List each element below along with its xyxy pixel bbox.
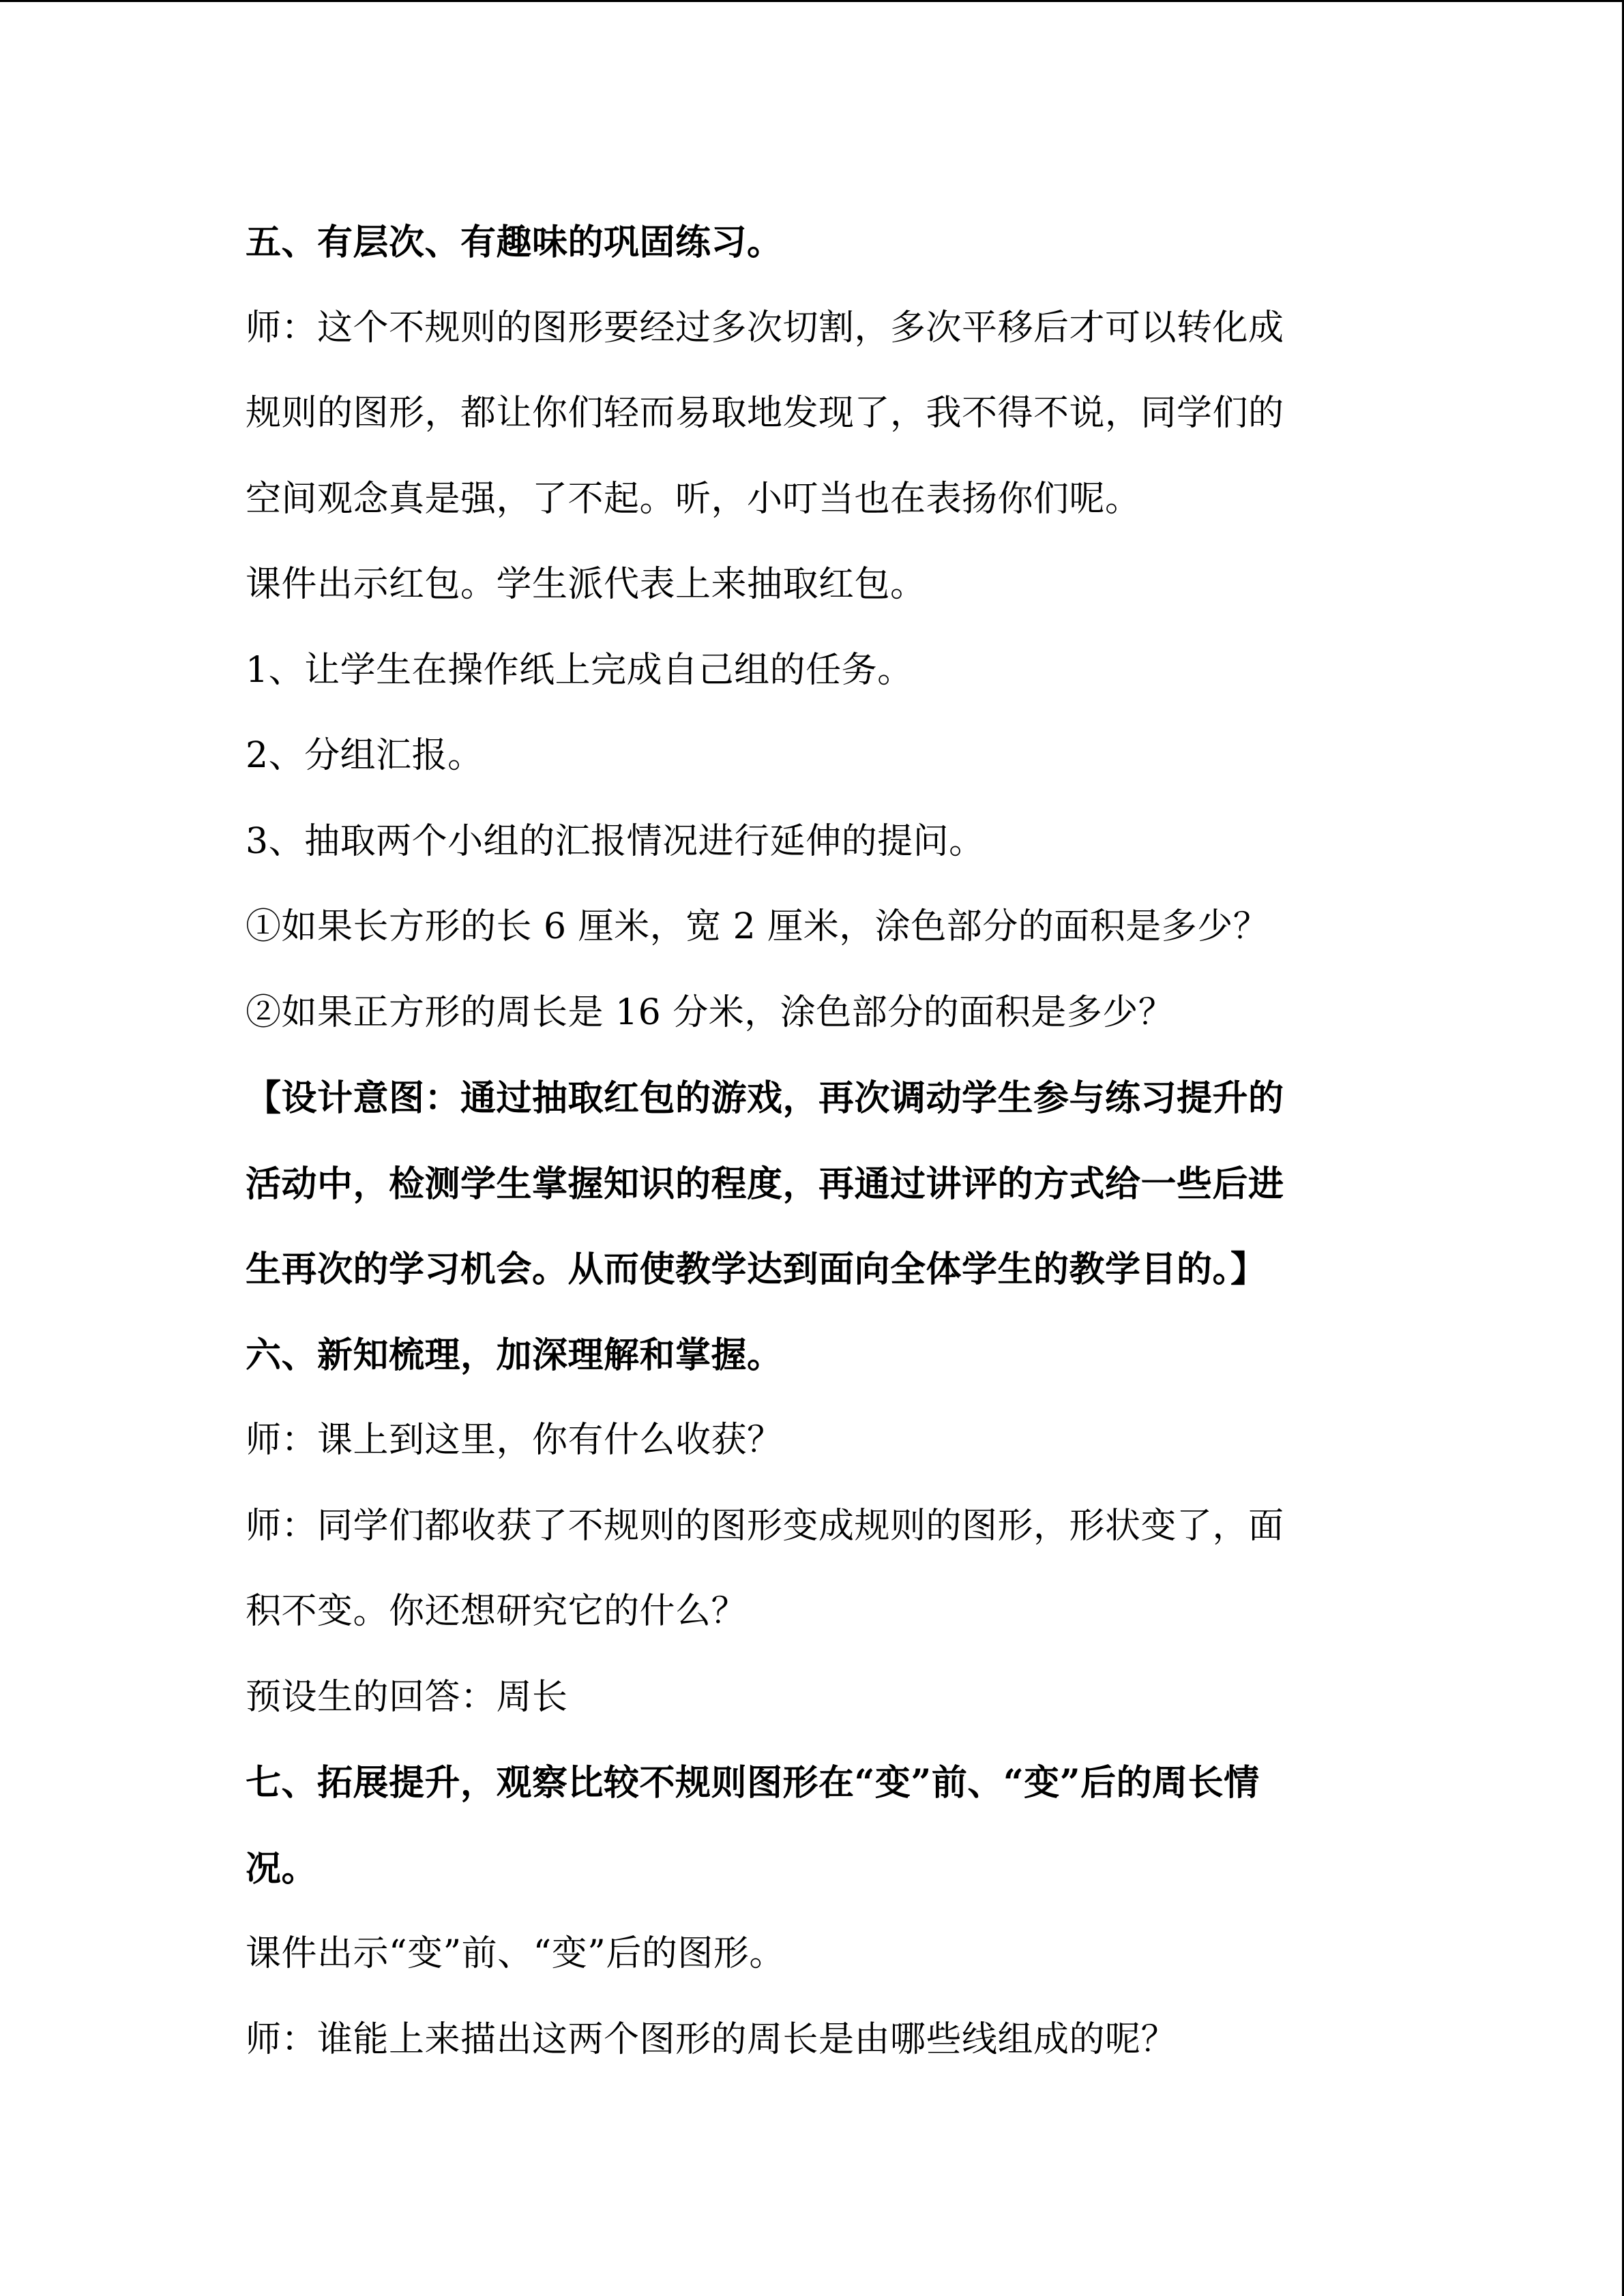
- list-item: 2、分组汇报。: [246, 735, 484, 776]
- paragraph-line: 师：谁能上来描出这两个图形的周长是由哪些线组成的呢？: [246, 2018, 1177, 2060]
- question-item: ①如果长方形的长 6 厘米，宽 2 厘米，涂色部分的面积是多少？: [246, 906, 1269, 947]
- list-item: 1、让学生在操作纸上完成自己组的任务。: [246, 649, 913, 691]
- paragraph-line: 师：同学们都收获了不规则的图形变成规则的图形，形状变了，面: [246, 1505, 1284, 1547]
- paragraph-line: 积不变。你还想研究它的什么？: [246, 1591, 748, 1632]
- section-heading-7: 七、拓展提升，观察比较不规则图形在“变”前、“变”后的周长情: [246, 1762, 1260, 1804]
- paragraph-line: 课件出示“变”前、“变”后的图形。: [246, 1933, 785, 1974]
- paragraph-line: 课件出示红包。学生派代表上来抽取红包。: [246, 564, 926, 605]
- design-intent-line: 【设计意图：通过抽取红包的游戏，再次调动学生参与练习提升的: [246, 1077, 1284, 1119]
- section-heading-7-continued: 况。: [246, 1847, 318, 1890]
- paragraph-line: 师：这个不规则的图形要经过多次切割，多次平移后才可以转化成: [246, 307, 1284, 348]
- paragraph-line: 师：课上到这里，你有什么收获？: [246, 1420, 783, 1461]
- design-intent-line: 活动中，检测学生掌握知识的程度，再通过讲评的方式给一些后进: [246, 1163, 1284, 1205]
- paragraph-line: 规则的图形，都让你们轻而易取地发现了，我不得不说，同学们的: [246, 393, 1284, 434]
- document-body: [246, 200, 1391, 2083]
- question-item: ②如果正方形的周长是 16 分米，涂色部分的面积是多少？: [246, 992, 1175, 1033]
- design-intent-line: 生再次的学习机会。从而使教学达到面向全体学生的教学目的。】: [246, 1249, 1267, 1290]
- section-heading-5: 五、有层次、有趣味的巩固练习。: [246, 222, 783, 263]
- list-item: 3、抽取两个小组的汇报情况进行延伸的提问。: [246, 820, 985, 862]
- section-heading-6: 六、新知梳理，加深理解和掌握。: [246, 1334, 783, 1376]
- paragraph-line: 空间观念真是强，了不起。听，小叮当也在表扬你们呢。: [246, 478, 1141, 520]
- paragraph-line: 预设生的回答：周长: [246, 1676, 568, 1718]
